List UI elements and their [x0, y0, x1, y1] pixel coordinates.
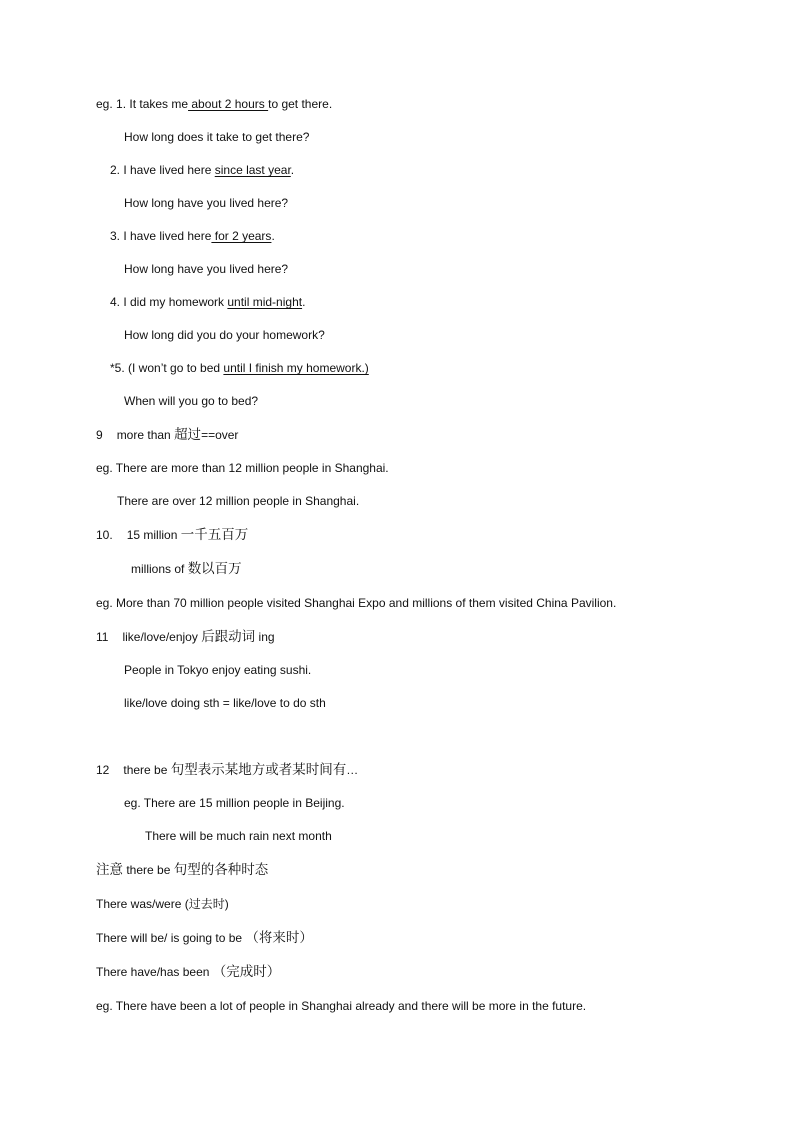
underlined-phrase: until mid-night — [227, 295, 303, 309]
item-10-heading: 10. 15 million 一千五百万 — [96, 527, 249, 542]
tense-future: There will be/ is going to be （将来时） — [96, 930, 313, 945]
item-9-heading: 9 more than 超过==over — [96, 427, 239, 442]
underlined-phrase: for 2 years — [211, 229, 272, 243]
example-2-statement: 2. I have lived here since last year. — [110, 163, 295, 177]
tense-past: There was/were (过去时) — [96, 897, 229, 911]
example-4-statement: 4. I did my homework until mid-night. — [110, 295, 306, 309]
underlined-phrase: about 2 hours — [188, 97, 269, 111]
item-12-heading: 12 there be 句型表示某地方或者某时间有… — [96, 762, 359, 777]
item-11-heading: 11 like/love/enjoy 后跟动词 ing — [96, 629, 275, 644]
tense-example: eg. There have been a lot of people in Shanghai already and there will be more in the future. — [96, 999, 587, 1013]
example-1-question: How long does it take to get there? — [124, 130, 310, 144]
example-3-question: How long have you lived here? — [124, 262, 289, 276]
example-5-statement: *5. (I won’t go to bed until I finish my homework.) — [110, 361, 369, 375]
underlined-phrase: until I finish my homework.) — [223, 361, 369, 375]
item-12-example-1: eg. There are 15 million people in Beijing. — [124, 796, 345, 810]
example-1-statement: eg. 1. It takes me about 2 hours to get there. — [96, 97, 333, 111]
underlined-phrase: since last year — [214, 163, 291, 177]
example-4-question: How long did you do your homework? — [124, 328, 325, 342]
item-11-rule: like/love doing sth = like/love to do sth — [124, 696, 326, 710]
item-10-example: eg. More than 70 million people visited Shanghai Expo and millions of them visited China Pavilion. — [96, 596, 617, 610]
item-9-example-alt: There are over 12 million people in Shanghai. — [117, 494, 360, 508]
item-11-example: People in Tokyo enjoy eating sushi. — [124, 663, 312, 677]
tense-perfect: There have/has been （完成时） — [96, 964, 281, 979]
tense-note-heading: 注意 there be 句型的各种时态 — [96, 862, 269, 877]
item-12-example-2: There will be much rain next month — [145, 829, 332, 843]
example-2-question: How long have you lived here? — [124, 196, 289, 210]
example-5-question: When will you go to bed? — [124, 394, 259, 408]
item-10-subheading: millions of 数以百万 — [131, 561, 242, 576]
example-3-statement: 3. I have lived here for 2 years. — [110, 229, 275, 243]
item-9-example: eg. There are more than 12 million people in Shanghai. — [96, 461, 389, 475]
